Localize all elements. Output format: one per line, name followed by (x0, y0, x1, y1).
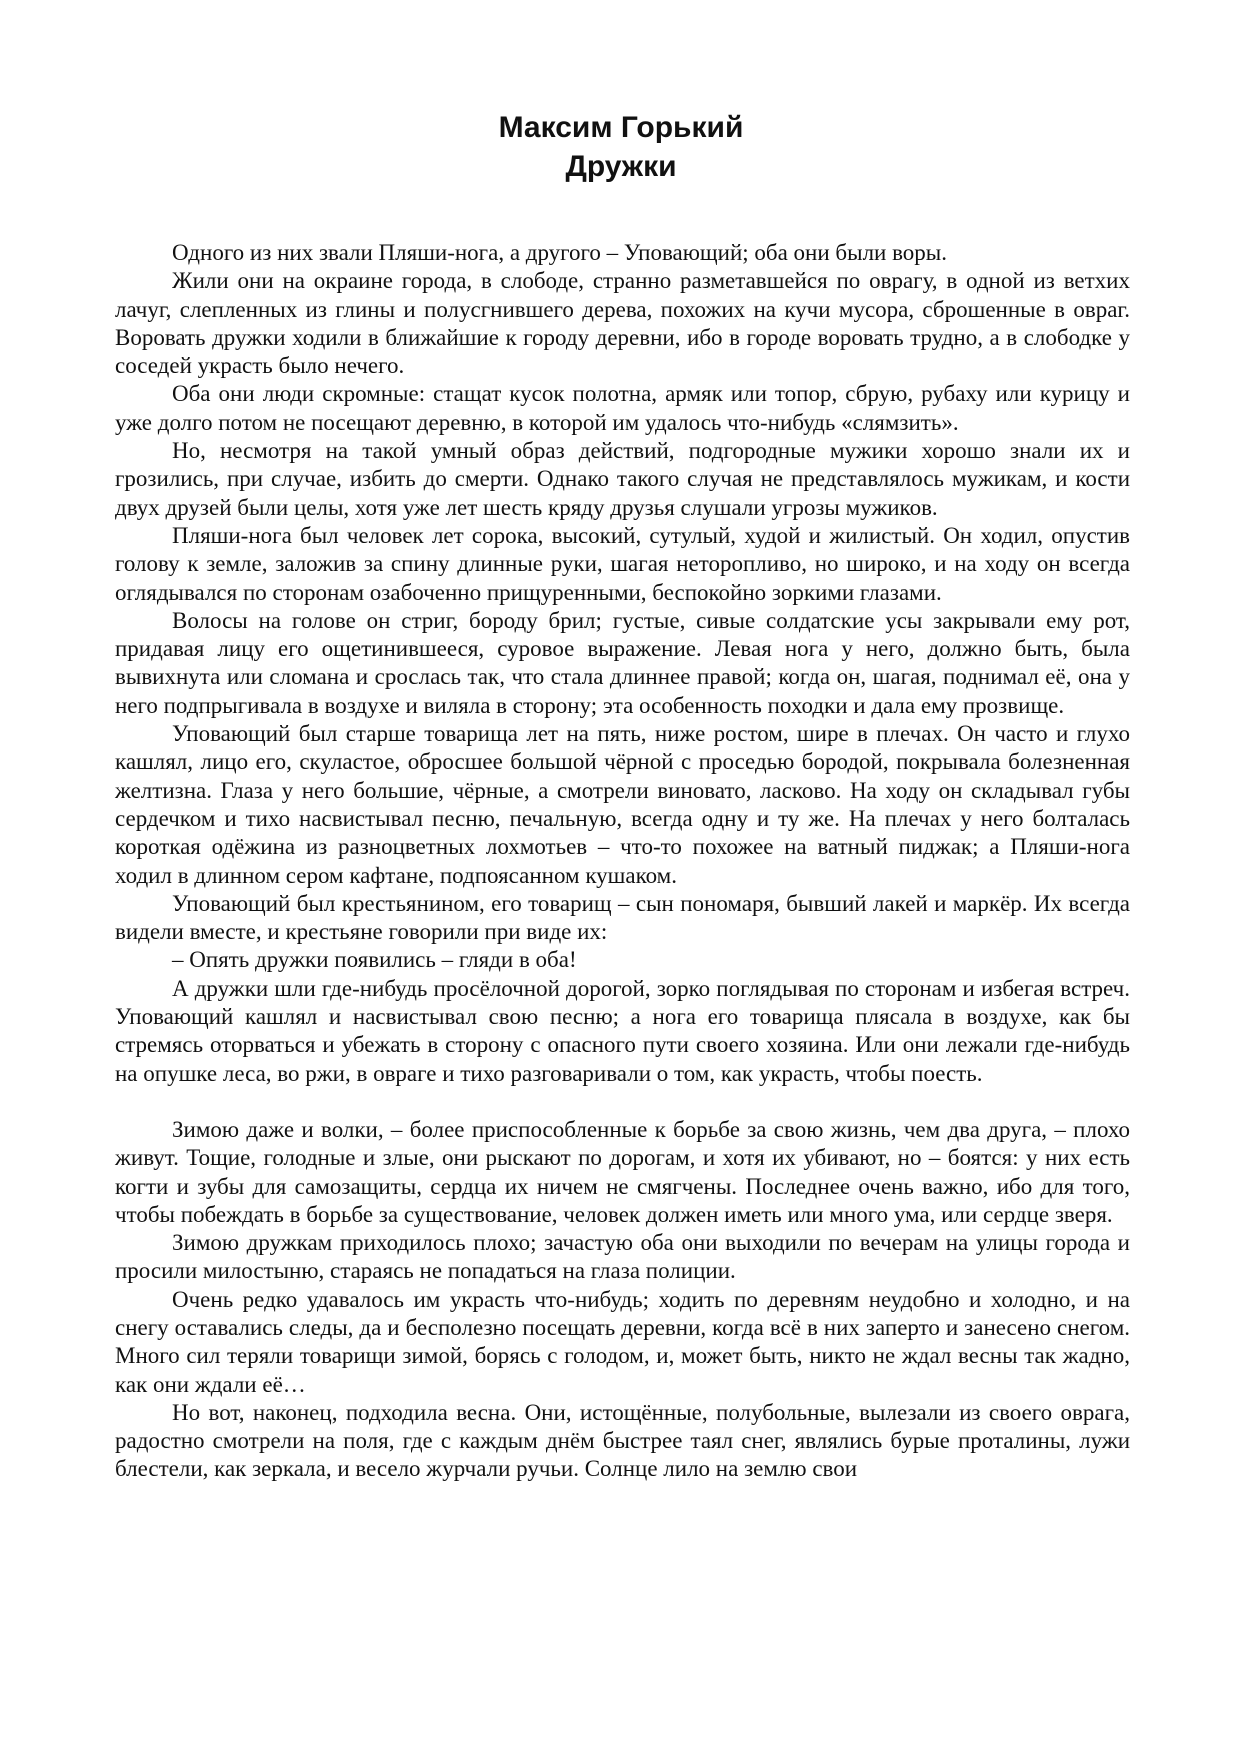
paragraph: Зимою дружкам приходилось плохо; зачастую оба они выходили по вечерам на улицы города и просили милостыню, стараясь не попадаться на глаза полиции. (115, 1230, 1130, 1284)
story-body (115, 239, 1130, 1484)
paragraph: Но, несмотря на такой умный образ действий, подгородные мужики хорошо знали их и грозились, при случае, избить до смерти. Однако такого случая не представлялось мужикам, и кости двух друзей были целы, хотя уже лет шесть кряду друзья слушали угрозы мужиков. (115, 438, 1130, 520)
paragraph: Жили они на окраине города, в слободе, странно разметавшейся по оврагу, в одной из ветхих лачуг, слепленных из глины и полусгнившего дерева, похожих на кучи мусора, сброшенные в овраг. Воровать дружки ходили в ближайшие к городу деревни, ибо в городе воровать трудно, а в слободке у соседей украсть было нечего. (115, 268, 1130, 379)
document-heading (0, 108, 1242, 186)
paragraph: Уповающий был крестьянином, его товарищ – сын пономаря, бывший лакей и маркёр. Их всегда видели вместе, и крестьяне говорили при виде их: (115, 890, 1130, 945)
paragraph: Уповающий был старше товарища лет на пять, ниже ростом, шире в плечах. Он часто и глухо кашлял, лицо его, скуластое, обросшее большой чёрной с проседью бородой, покрывала болезненная желтизна. Глаза у него большие, чёрные, а смотрели виновато, ласково. На ходу он складывал губы сердечком и тихо насвистывал песню, печальную, всегда одну и ту же. На плечах у него болталась короткая одёжина из разноцветных лохмотьев – что-то похожее на ватный пиджак; а Пляши-нога ходил в длинном сером кафтане, подпоясанном кушаком. (115, 721, 1130, 888)
paragraph: Очень редко удавалось им украсть что-нибудь; ходить по деревням неудобно и холодно, и на снегу оставались следы, да и бесполезно посещать деревни, когда всё в них заперто и занесено снегом. Много сил теряли товарищи зимой, борясь с голодом, и, может быть, никто не ждал весны так жадно, как они ждали её… (115, 1286, 1130, 1397)
paragraph: Одного из них звали Пляши-нога, а другого – Уповающий; оба они были воры. (172, 240, 948, 265)
paragraph: Волосы на голове он стриг, бороду брил; густые, сивые солдатские усы закрывали ему рот, придавая лицу его ощетинившееся, суровое выражение. Левая нога у него, должно быть, была вывихнута или сломана и срослась так, что стала длиннее правой; когда он, шагая, поднимал её, она у него подпрыгивала в воздухе и виляла в сторону; эта особенность походки и дала ему прозвище. (115, 607, 1130, 718)
paragraph: А дружки шли где-нибудь просёлочной дорогой, зорко поглядывая по сторонам и избегая встреч. Уповающий кашлял и насвистывал свою песню; а нога его товарища плясала в воздухе, как бы стремясь оторваться и убежать в сторону с опасного пути своего хозяина. Или они лежали где-нибудь на опушке леса, во ржи, в овраге и тихо разговаривали о том, как украсть, чтобы поесть. (115, 975, 1130, 1086)
dialogue-line: – Опять дружки появились – гляди в оба! (172, 947, 577, 973)
story-title: Дружки (565, 150, 677, 183)
paragraph: Но вот, наконец, подходила весна. Они, истощённые, полубольные, вылезали из своего оврага, радостно смотрели на поля, где с каждым днём быстрее таял снег, являлись бурые проталины, лужи блестели, как зеркала, и весело журчали ручьи. Солнце лило на землю свои (115, 1399, 1130, 1482)
paragraph: Зимою даже и волки, – более приспособленные к борьбе за свою жизнь, чем два друга, – плохо живут. Тощие, голодные и злые, они рыскают по дорогам, и хотя их убивают, но – боятся: у них есть когти и зубы для самозащиты, сердца их ничем не смягчены. Последнее очень важно, ибо для того, чтобы побеждать в борьбе за существование, человек должен иметь или много ума, или сердце зверя. (115, 1116, 1130, 1227)
author-name: Максим Горький (498, 111, 744, 144)
paragraph: Пляши-нога был человек лет сорока, высокий, сутулый, худой и жилистый. Он ходил, опустив голову к земле, заложив за спину длинные руки, шагая неторопливо, но широко, и на ходу он всегда оглядывался по сторонам озабоченно прищуренными, беспокойно зоркими глазами. (115, 522, 1130, 605)
paragraph: Оба они люди скромные: стащат кусок полотна, армяк или топор, сбрую, рубаху или курицу и уже долго потом не посещают деревню, в которой им удалось что-нибудь «слямзить». (115, 381, 1130, 435)
